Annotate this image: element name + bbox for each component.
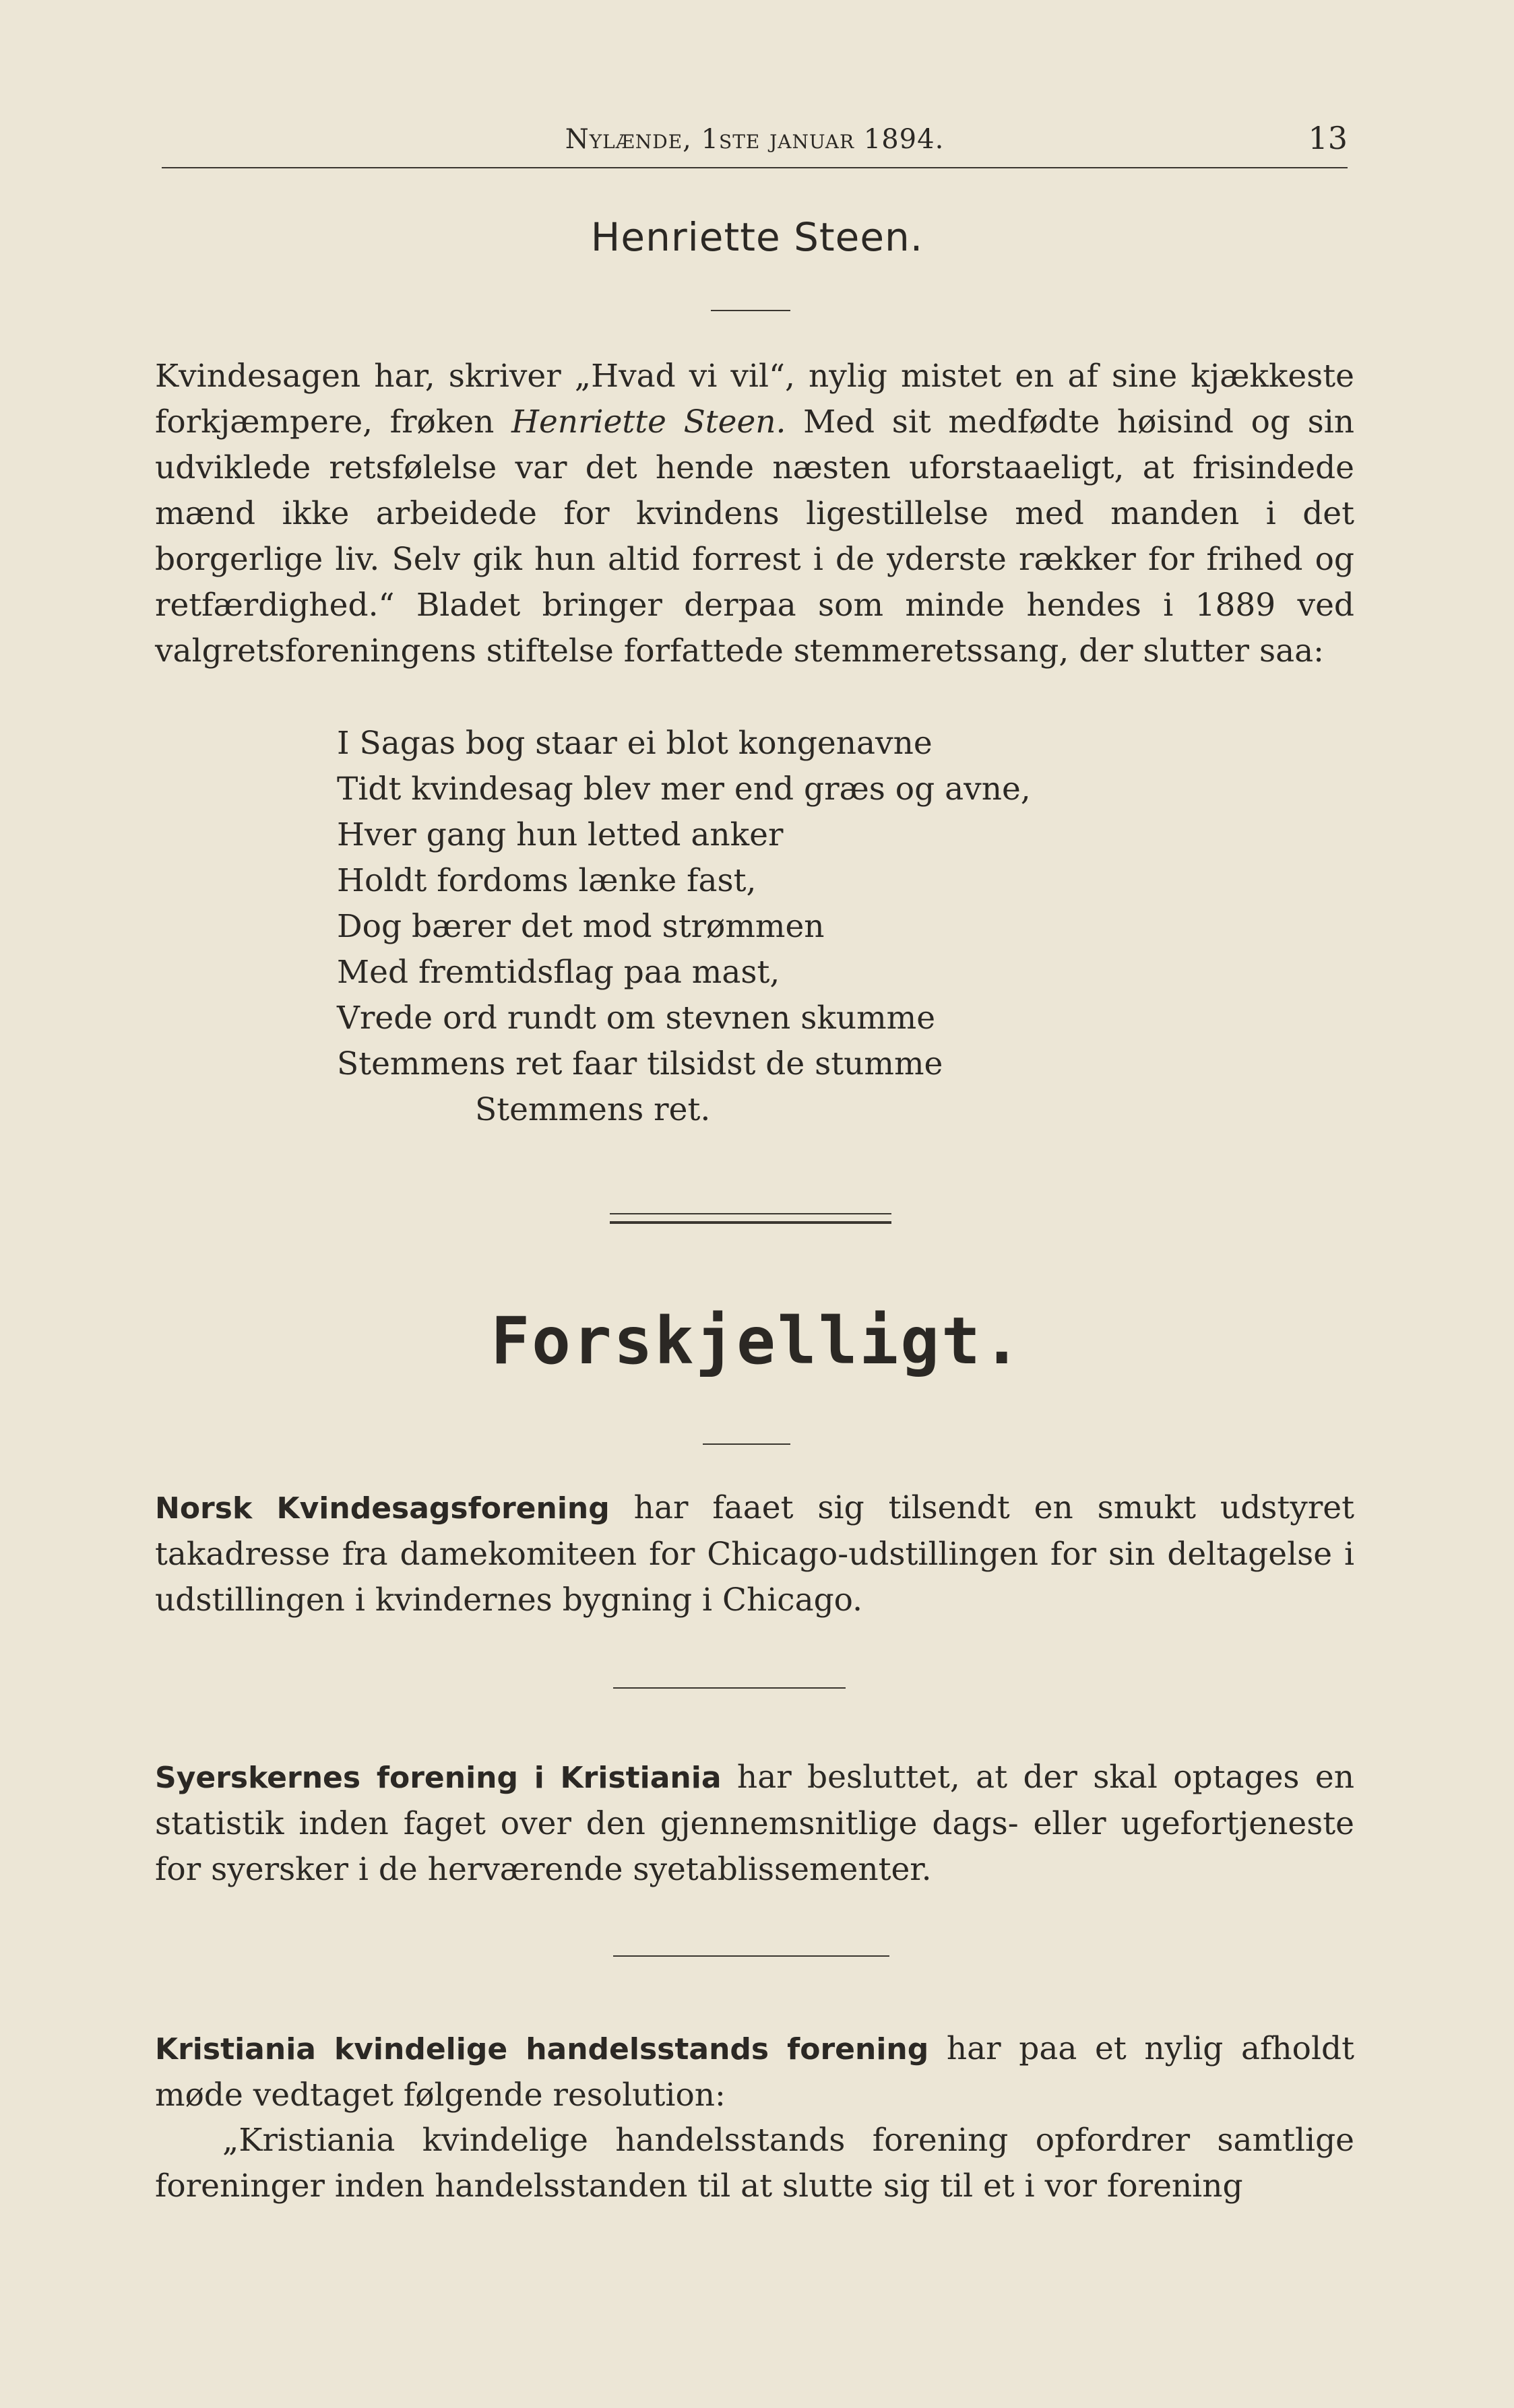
poem-line: Hver gang hun letted anker: [337, 816, 784, 853]
section-divider: [610, 1213, 891, 1224]
news-item-1: [155, 1485, 1354, 1623]
poem-line: Holdt fordoms lænke fast,: [337, 862, 757, 899]
news-text: har paa et nylig afholdt møde vedtaget følgende resolution:: [155, 2030, 1354, 2114]
poem-line: Med fremtidsflag paa mast,: [337, 954, 780, 991]
article-intro: [155, 354, 1354, 674]
news-item-3: [155, 2026, 1354, 2118]
name-italic: Henriette Steen.: [511, 403, 786, 441]
resolution-text: „Kristiania kvindelige handelsstands forening opfordrer samtlige foreninger inden handelsstanden til at slutte sig til et i vor forening: [155, 2122, 1354, 2205]
poem-line: I Sagas bog staar ei blot kongenavne: [337, 725, 933, 762]
article-title: Henriette Steen.: [590, 214, 924, 260]
intro-text-before: Kvindesagen har, skriver „Hvad vi vil“, nylig mistet en af sine kjækkeste forkjæmpere, frøken: [155, 358, 1354, 441]
news-item-2: [155, 1755, 1354, 1893]
section-title-rule: [703, 1443, 790, 1445]
section-title: Forskjelligt.: [491, 1303, 1023, 1379]
news-text: har faaet sig tilsendt en smukt udstyret takadresse fra damekomiteen for Chicago-udstillingen for sin deltagelse i udstillingen i kvindernes bygning i Chicago.: [155, 1489, 1355, 1619]
poem-line: Tidt kvindesag blev mer end græs og avne,: [337, 771, 1031, 808]
poem-line: Dog bærer det mod strømmen: [337, 908, 825, 945]
page-header: [162, 120, 1348, 168]
item-rule: [613, 1687, 846, 1689]
item-rule: [613, 1955, 889, 1957]
poem: [337, 721, 1031, 1133]
running-head: Nylænde, 1ste januar 1894.: [565, 124, 945, 155]
poem-line: Stemmens ret faar tilsidst de stumme: [337, 1045, 943, 1082]
news-lead: Norsk Kvindesagsforening: [155, 1491, 610, 1526]
poem-refrain: Stemmens ret.: [475, 1091, 711, 1128]
intro-text-after: Med sit medfødte høisind og sin udviklede retsfølelse var det hende næsten uforstaaeligt, at frisindede mænd ikke arbeidede for kvindens ligestillelse med manden i det borgerlige liv. Selv gik hun altid forrest i de yderste rækker for frihed og retfærdighed.“ Bladet bringer derpaa som minde hendes i 1889 ved valgretsforeningens stiftelse forfattede stemmeretssang, der slutter saa:: [155, 403, 1354, 670]
news-text: har besluttet, at der skal optages en statistik inden faget over den gjennemsnitlige dags- eller ugefortjeneste for syersker i de herværende syetablissementer.: [155, 1759, 1354, 1888]
page-number: 13: [1308, 120, 1348, 156]
news-lead: Syerskernes forening i Kristiania: [155, 1761, 722, 1795]
poem-line: Vrede ord rundt om stevnen skumme: [337, 1000, 936, 1037]
title-rule: [711, 310, 790, 311]
news-lead: Kristiania kvindelige handelsstands forening: [155, 2032, 929, 2067]
